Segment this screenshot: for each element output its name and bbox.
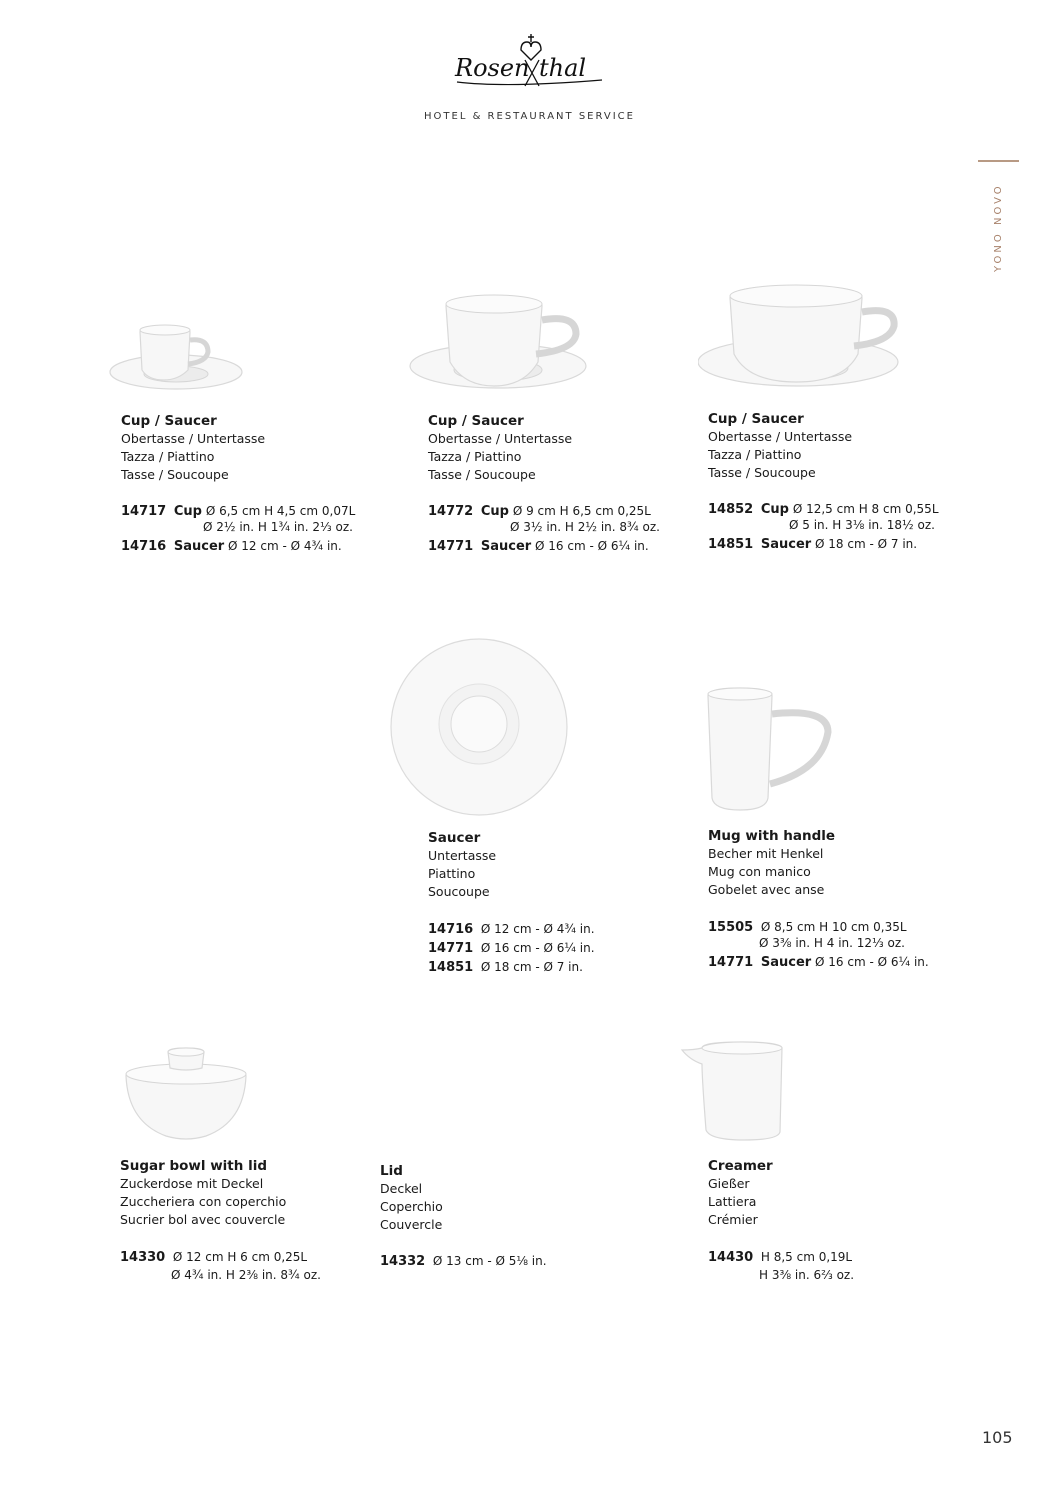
article-spec: Ø 8,5 cm H 10 cm 0,35L — [760, 920, 907, 934]
product-title: Lid — [380, 1163, 403, 1179]
product-title: Cup / Saucer — [708, 411, 804, 427]
product-de: Zuckerdose mit Deckel — [120, 1176, 264, 1191]
sugar-text — [120, 1157, 286, 1229]
article-name: Cup — [480, 504, 509, 519]
sugar-bowl-image — [122, 1046, 250, 1146]
article-code: 14851 — [428, 960, 474, 975]
article-spec: Ø 18 cm - Ø 7 in. — [480, 960, 583, 974]
espresso-cup-image — [108, 318, 244, 398]
product-fr: Crémier — [708, 1212, 758, 1227]
svg-text:thal: thal — [539, 54, 587, 82]
article-code: 14716 — [428, 922, 474, 937]
product-de: Obertasse / Untertasse — [708, 429, 853, 444]
product-title: Cup / Saucer — [428, 413, 524, 429]
article-spec: Ø 16 cm - Ø 6¼ in. — [480, 941, 595, 955]
article-code: 14330 — [120, 1250, 166, 1265]
article-spec: Ø 12 cm H 6 cm 0,25L — [172, 1250, 308, 1264]
product-fr: Couvercle — [380, 1217, 443, 1232]
article-spec: H 8,5 cm 0,19L — [760, 1250, 853, 1264]
saucer-specs — [428, 920, 595, 977]
article-spec-imperial: Ø 2½ in. H 1¾ in. 2⅓ oz. — [203, 520, 353, 534]
cup1-text — [121, 412, 265, 484]
article-spec: Ø 9 cm H 6,5 cm 0,25L — [512, 504, 651, 518]
article-code: 14771 — [708, 955, 754, 970]
article-spec: Ø 12,5 cm H 8 cm 0,55L — [792, 502, 939, 516]
article-spec: Ø 6,5 cm H 4,5 cm 0,07L — [205, 504, 356, 518]
product-it: Tazza / Piattino — [708, 447, 802, 462]
product-fr: Tasse / Soucoupe — [428, 467, 536, 482]
page-number: 105 — [982, 1428, 1013, 1447]
cup-055-image — [698, 282, 902, 398]
product-fr: Tasse / Soucoupe — [708, 465, 816, 480]
article-spec: Ø 16 cm - Ø 6¼ in. — [815, 955, 929, 969]
article-name: Saucer — [760, 955, 812, 970]
product-title: Saucer — [428, 830, 481, 846]
cup3-specs — [708, 500, 939, 554]
svg-text:Rosen: Rosen — [455, 54, 530, 82]
article-code: 14771 — [428, 941, 474, 956]
article-name: Saucer — [480, 539, 532, 554]
page-subtitle: HOTEL & RESTAURANT SERVICE — [424, 111, 635, 122]
product-de: Untertasse — [428, 848, 497, 863]
product-fr: Sucrier bol avec couvercle — [120, 1212, 286, 1227]
article-spec: Ø 12 cm - Ø 4¾ in. — [228, 539, 342, 553]
product-it: Piattino — [428, 866, 476, 881]
article-spec: Ø 12 cm - Ø 4¾ in. — [480, 922, 595, 936]
product-title: Mug with handle — [708, 828, 836, 844]
product-fr: Tasse / Soucoupe — [121, 467, 229, 482]
lid-specs — [380, 1252, 547, 1271]
article-code: 15505 — [708, 920, 754, 935]
article-code: 14430 — [708, 1250, 754, 1265]
sugar-specs — [120, 1248, 321, 1285]
article-spec-imperial: Ø 4¾ in. H 2⅜ in. 8¾ oz. — [171, 1268, 321, 1282]
article-code: 14771 — [428, 539, 474, 554]
article-code: 14852 — [708, 502, 754, 517]
saucer-text — [428, 829, 496, 901]
brand-logo — [447, 30, 612, 92]
cup-025-image — [408, 292, 588, 398]
creamer-image — [680, 1038, 790, 1146]
product-it: Zuccheriera con coperchio — [120, 1194, 287, 1209]
product-de: Gießer — [708, 1176, 750, 1191]
product-it: Mug con manico — [708, 864, 811, 879]
product-de: Becher mit Henkel — [708, 846, 824, 861]
article-spec: Ø 13 cm - Ø 5⅛ in. — [432, 1254, 547, 1268]
article-code: 14772 — [428, 504, 474, 519]
article-spec: Ø 16 cm - Ø 6¼ in. — [535, 539, 649, 553]
article-code: 14716 — [121, 539, 167, 554]
article-spec-imperial: H 3⅜ in. 6⅔ oz. — [759, 1268, 855, 1282]
article-name: Saucer — [173, 539, 225, 554]
product-title: Sugar bowl with lid — [120, 1158, 267, 1174]
article-spec-imperial: Ø 5 in. H 3⅛ in. 18½ oz. — [789, 518, 935, 532]
product-it: Tazza / Piattino — [121, 449, 215, 464]
article-code: 14851 — [708, 537, 754, 552]
cup2-text — [428, 412, 572, 484]
cup2-specs — [428, 502, 660, 556]
product-it: Lattiera — [708, 1194, 757, 1209]
side-accent-line — [978, 160, 1019, 162]
saucer-image — [388, 636, 570, 822]
mug-image — [704, 686, 834, 818]
mug-specs — [708, 918, 929, 972]
product-fr: Gobelet avec anse — [708, 882, 825, 897]
lid-text — [380, 1162, 443, 1234]
article-code: 14717 — [121, 504, 167, 519]
creamer-specs — [708, 1248, 854, 1285]
article-name: Saucer — [760, 537, 812, 552]
mug-text — [708, 827, 835, 899]
product-de: Obertasse / Untertasse — [121, 431, 266, 446]
collection-label: YONO NOVO — [993, 183, 1004, 272]
article-name: Cup — [173, 504, 202, 519]
product-de: Obertasse / Untertasse — [428, 431, 573, 446]
creamer-text — [708, 1157, 773, 1229]
article-spec-imperial: Ø 3½ in. H 2½ in. 8¾ oz. — [510, 520, 660, 534]
article-spec-imperial: Ø 3⅜ in. H 4 in. 12⅓ oz. — [759, 936, 905, 950]
product-title: Creamer — [708, 1158, 773, 1174]
product-it: Coperchio — [380, 1199, 443, 1214]
article-code: 14332 — [380, 1254, 426, 1269]
cup3-text — [708, 410, 852, 482]
cup1-specs — [121, 502, 355, 556]
product-title: Cup / Saucer — [121, 413, 217, 429]
product-de: Deckel — [380, 1181, 423, 1196]
product-fr: Soucoupe — [428, 884, 490, 899]
article-spec: Ø 18 cm - Ø 7 in. — [815, 537, 918, 551]
article-name: Cup — [760, 502, 789, 517]
product-it: Tazza / Piattino — [428, 449, 522, 464]
